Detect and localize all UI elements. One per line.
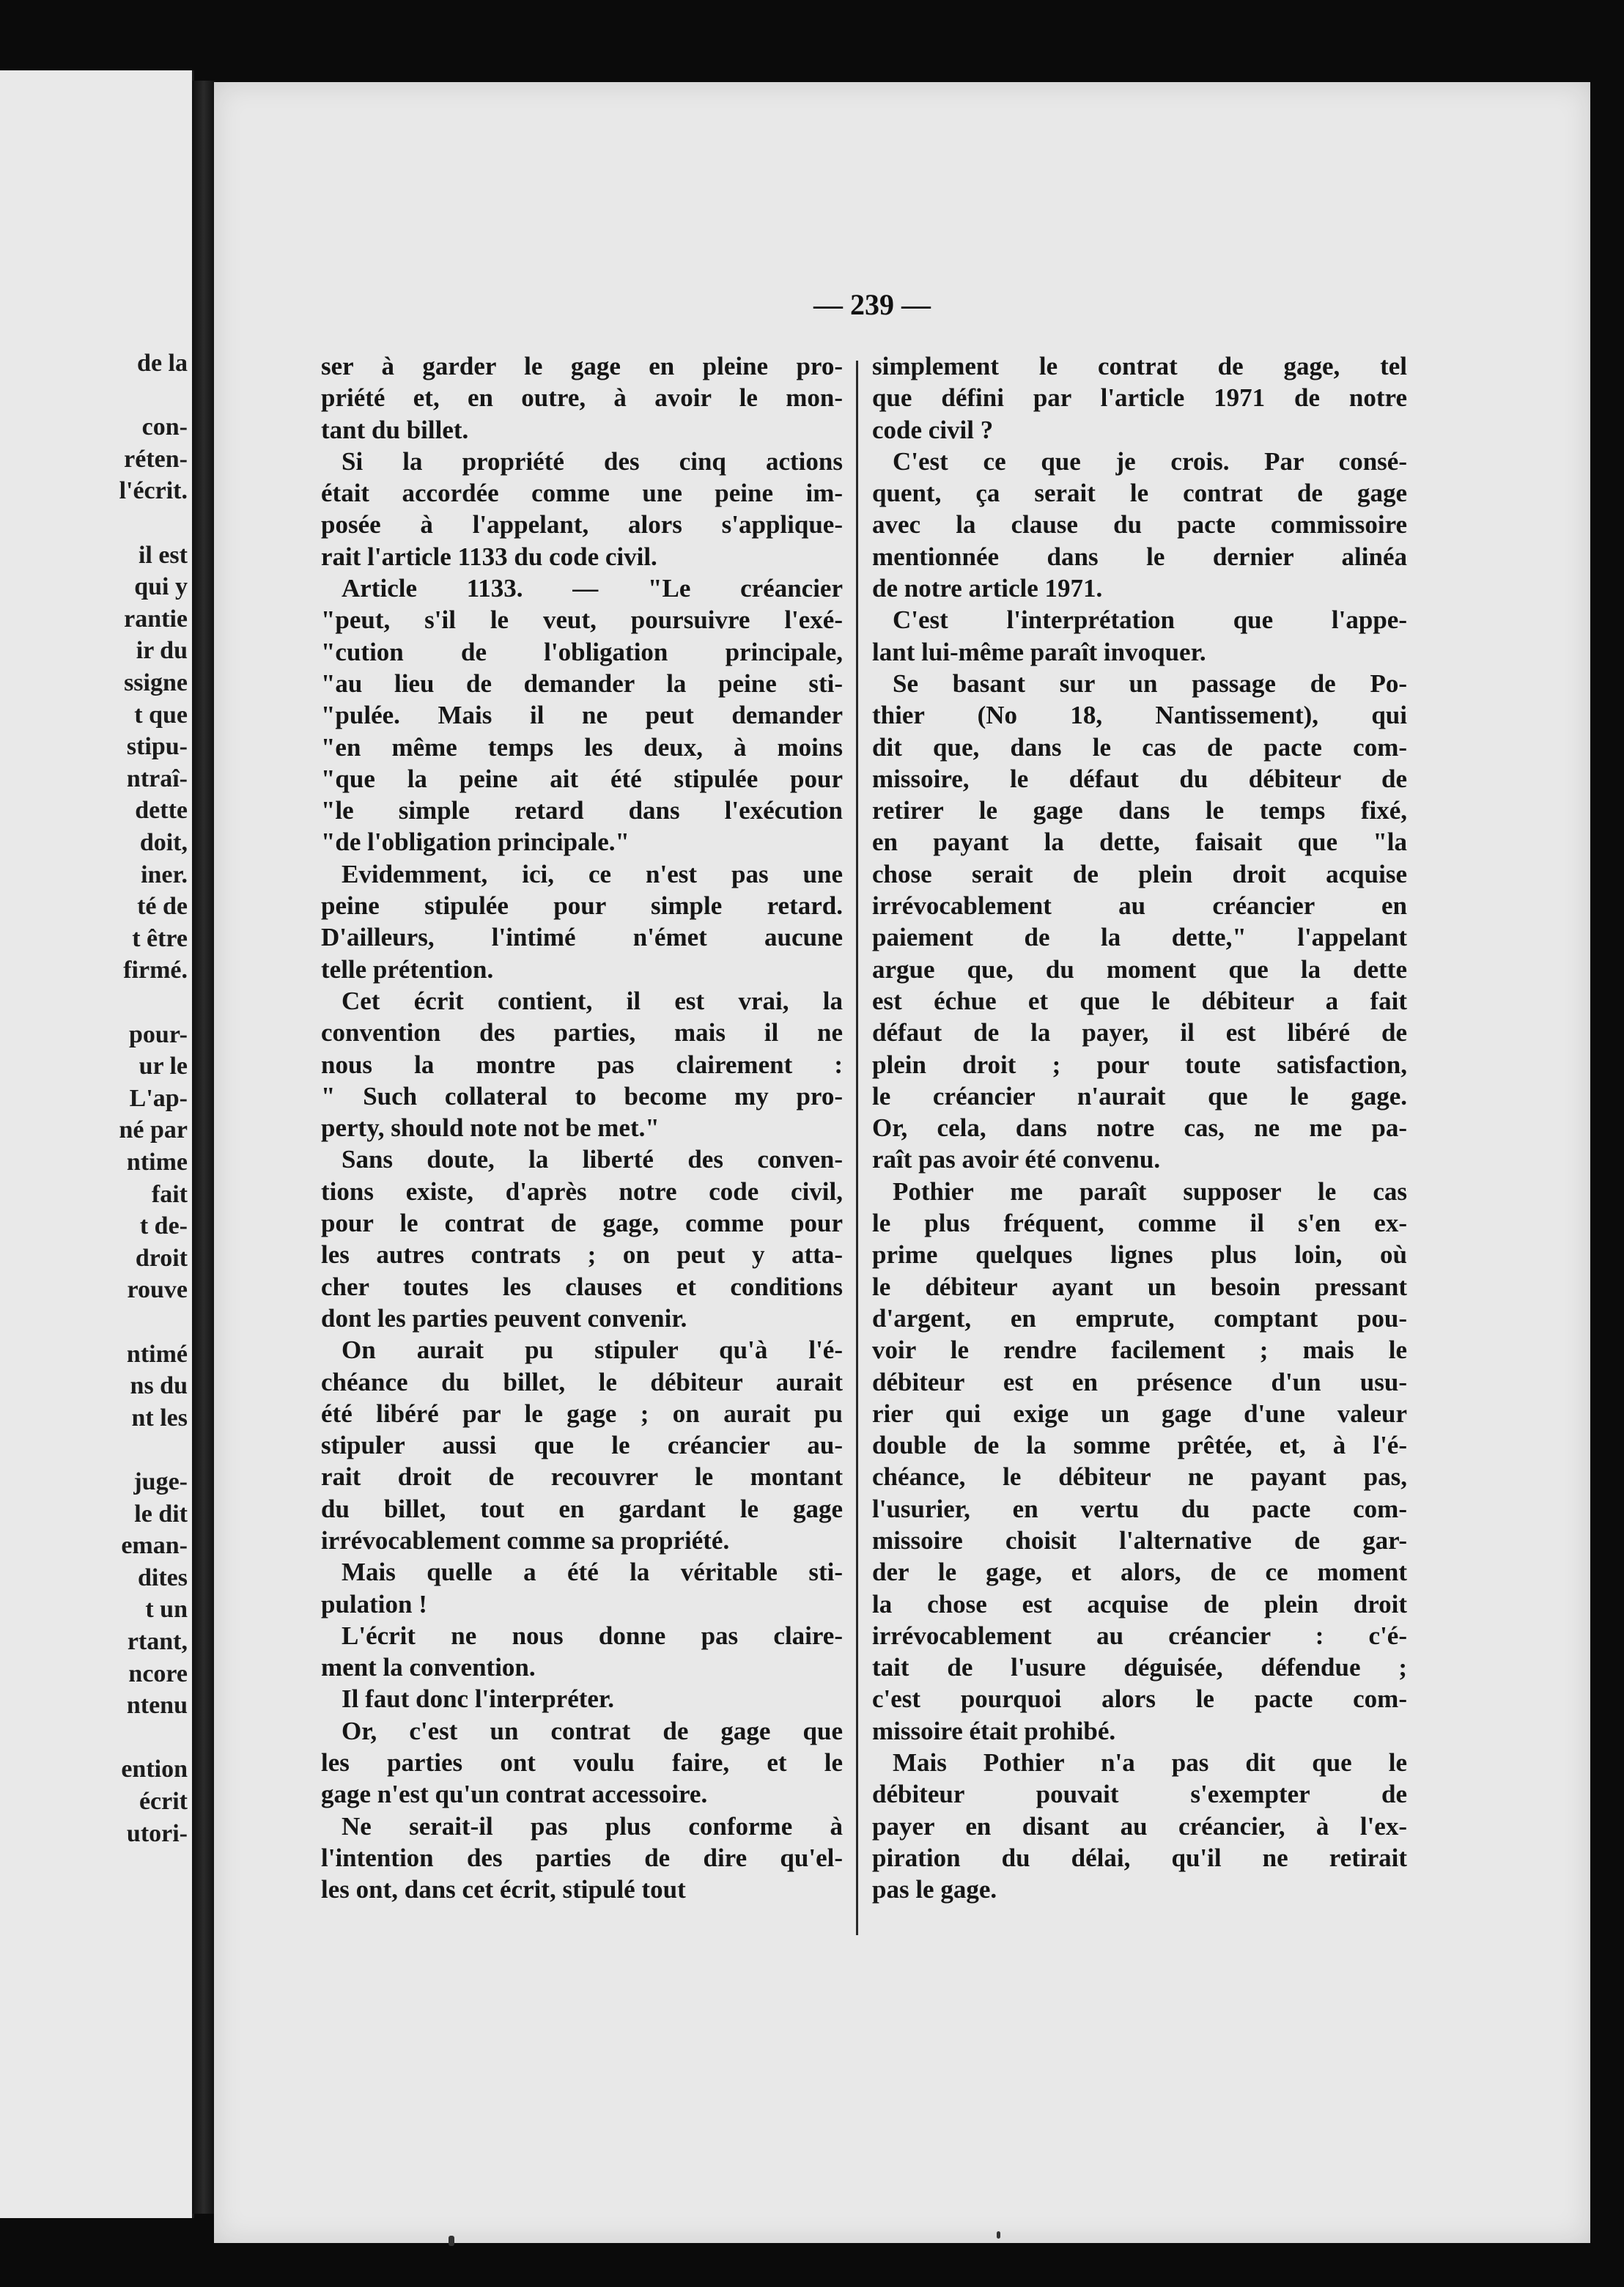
text-line: C'est l'interprétation que l'appe- bbox=[893, 605, 1407, 635]
prev-page-fragment: juge- bbox=[133, 1468, 188, 1495]
prev-page-fragment: né par bbox=[119, 1116, 188, 1144]
text-line: Il faut donc l'interpréter. bbox=[342, 1684, 614, 1714]
text-line: Mais quelle a été la véritable sti- bbox=[342, 1558, 843, 1587]
prev-page-fragment: nt les bbox=[131, 1404, 188, 1432]
text-line: dont les parties peuvent convenir. bbox=[321, 1303, 687, 1333]
prev-page-fragment: écrit bbox=[139, 1788, 188, 1815]
text-line: rier qui exige un gage d'une valeur bbox=[872, 1399, 1407, 1428]
prev-page-fragment: réten- bbox=[124, 445, 188, 473]
text-line: "de l'obligation principale." bbox=[321, 828, 630, 857]
text-line: Evidemment, ici, ce n'est pas une bbox=[342, 859, 843, 888]
text-line: nous la montre pas clairement : bbox=[321, 1050, 843, 1079]
text-line: Cet écrit contient, il est vrai, la bbox=[342, 986, 843, 1015]
text-line: stipuler aussi que le créancier au- bbox=[321, 1431, 843, 1460]
prev-page-fragment: rouve bbox=[127, 1276, 188, 1304]
text-line: L'écrit ne nous donne pas claire- bbox=[342, 1621, 843, 1650]
text-line: chéance du billet, le débiteur aurait bbox=[321, 1367, 843, 1396]
text-line: double de la somme prêtée, et, à l'é- bbox=[872, 1431, 1407, 1460]
prev-page-fragment: rtant, bbox=[127, 1628, 188, 1655]
prev-page-fragment: ir du bbox=[136, 637, 188, 665]
text-line: On aurait pu stipuler qu'à l'é- bbox=[342, 1336, 843, 1365]
text-line: plein droit ; pour toute satisfaction, bbox=[872, 1050, 1407, 1079]
left-column bbox=[321, 350, 843, 1906]
right-column bbox=[872, 350, 1407, 1906]
text-line: Or, c'est un contrat de gage que bbox=[342, 1716, 843, 1745]
text-line: telle prétention. bbox=[321, 954, 494, 984]
text-line: débiteur est en présence d'un usu- bbox=[872, 1367, 1407, 1396]
text-line: les autres contrats ; on peut y atta- bbox=[321, 1240, 843, 1270]
text-line: "en même temps les deux, à moins bbox=[321, 732, 843, 762]
prev-page-fragment: qui y bbox=[134, 573, 188, 601]
page-number: — 239 — bbox=[813, 288, 931, 321]
text-line: pulation ! bbox=[321, 1589, 427, 1618]
prev-page-fragment: ncore bbox=[128, 1660, 188, 1687]
text-line: missoire, le défaut du débiteur de bbox=[872, 764, 1407, 793]
text-line: lant lui-même paraît invoquer. bbox=[872, 637, 1206, 666]
prev-page-fragment: ns du bbox=[130, 1372, 188, 1400]
prev-page-fragment: il est bbox=[138, 541, 188, 569]
prev-page-fragment: con- bbox=[141, 413, 188, 441]
prev-page-fragment: t que bbox=[134, 701, 188, 729]
text-line: pour le contrat de gage, comme pour bbox=[321, 1209, 843, 1238]
prev-page-fragment: dites bbox=[138, 1564, 188, 1591]
text-line: les ont, dans cet écrit, stipulé tout bbox=[321, 1875, 686, 1904]
text-line: Pothier me paraît supposer le cas bbox=[893, 1176, 1407, 1206]
text-line: de notre article 1971. bbox=[872, 574, 1103, 603]
text-line: tions existe, d'après notre code civil, bbox=[321, 1176, 843, 1206]
text-line: ment la convention. bbox=[321, 1653, 536, 1682]
text-line: chose serait de plein droit acquise bbox=[872, 859, 1407, 888]
text-line: C'est ce que je crois. Par consé- bbox=[893, 446, 1407, 476]
prev-page-fragment: de la bbox=[137, 350, 188, 377]
prev-page-fragment: t de- bbox=[139, 1212, 188, 1240]
text-line: le créancier n'aurait que le gage. bbox=[872, 1081, 1407, 1111]
text-line: le débiteur ayant un besoin pressant bbox=[872, 1272, 1407, 1301]
prev-page-fragment: doit, bbox=[139, 829, 188, 856]
scan-speck bbox=[997, 2231, 1000, 2239]
text-line: argue que, du moment que la dette bbox=[872, 954, 1407, 984]
prev-page-fragment: ntenu bbox=[126, 1692, 188, 1720]
text-line: "pulée. Mais il ne peut demander bbox=[321, 701, 843, 730]
text-line: paiement de la dette," l'appelant bbox=[872, 923, 1407, 952]
prev-page-fragment: t un bbox=[145, 1596, 188, 1624]
prev-page-fragment: stipu- bbox=[126, 733, 188, 761]
prev-page-fragment: droit bbox=[135, 1244, 188, 1272]
text-line: les parties ont voulu faire, et le bbox=[321, 1748, 843, 1778]
prev-page-fragment: ention bbox=[121, 1756, 188, 1783]
text-line: perty, should note not be met." bbox=[321, 1113, 660, 1143]
text-line: rait l'article 1133 du code civil. bbox=[321, 542, 657, 571]
text-line: "cution de l'obligation principale, bbox=[321, 637, 843, 666]
text-line: quent, ça serait le contrat de gage bbox=[872, 479, 1407, 508]
text-line: été libéré par le gage ; on aurait pu bbox=[321, 1399, 843, 1428]
prev-page-fragment: t être bbox=[132, 924, 188, 952]
text-line: raît pas avoir été convenu. bbox=[872, 1145, 1161, 1174]
text-line: missoire choisit l'alternative de gar- bbox=[872, 1525, 1407, 1555]
prev-page-fragment: iner. bbox=[141, 861, 188, 888]
text-line: Ne serait-il pas plus conforme à bbox=[342, 1811, 843, 1841]
page-gutter bbox=[192, 81, 215, 2214]
prev-page-fragment: ntraî- bbox=[126, 765, 188, 792]
text-line: était accordée comme une peine im- bbox=[321, 479, 843, 508]
prev-page-fragment: fait bbox=[151, 1180, 188, 1208]
column-divider bbox=[856, 361, 858, 1935]
text-line: l'usurier, en vertu du pacte com- bbox=[872, 1494, 1407, 1523]
prev-page-fragment: eman- bbox=[121, 1532, 188, 1560]
text-line: mentionnée dans le dernier alinéa bbox=[872, 542, 1407, 571]
text-line: D'ailleurs, l'intimé n'émet aucune bbox=[321, 923, 843, 952]
text-line: "que la peine ait été stipulée pour bbox=[321, 764, 843, 793]
text-line: est échue et que le débiteur a fait bbox=[872, 986, 1407, 1015]
previous-page-edge bbox=[0, 70, 194, 2218]
text-line: débiteur pouvait s'exempter de bbox=[872, 1780, 1407, 1809]
text-line: payer en disant au créancier, à l'ex- bbox=[872, 1811, 1407, 1841]
text-line: simplement le contrat de gage, tel bbox=[872, 352, 1407, 380]
text-line: Sans doute, la liberté des conven- bbox=[342, 1145, 843, 1174]
text-line: irrévocablement au créancier en bbox=[872, 891, 1407, 921]
text-line: chéance, le débiteur ne payant pas, bbox=[872, 1462, 1407, 1492]
prev-page-fragment: ntime bbox=[126, 1149, 188, 1176]
text-line: dit que, dans le cas de pacte com- bbox=[872, 732, 1407, 762]
text-line: cher toutes les clauses et conditions bbox=[321, 1272, 843, 1301]
text-line: piration du délai, qu'il ne retirait bbox=[872, 1843, 1407, 1872]
text-line: du billet, tout en gardant le gage bbox=[321, 1494, 843, 1523]
prev-page-fragment: dette bbox=[135, 797, 188, 825]
text-line: gage n'est qu'un contrat accessoire. bbox=[321, 1780, 708, 1809]
text-line: irrévocablement au créancier : c'é- bbox=[872, 1621, 1407, 1650]
text-line: der le gage, et alors, de ce moment bbox=[872, 1558, 1407, 1587]
text-line: Article 1133. — "Le créancier bbox=[342, 574, 843, 603]
text-line: peine stipulée pour simple retard. bbox=[321, 891, 843, 921]
prev-page-fragment: firmé. bbox=[123, 957, 188, 984]
text-line: irrévocablement comme sa propriété. bbox=[321, 1525, 730, 1555]
prev-page-fragment: ur le bbox=[139, 1053, 188, 1080]
text-line: pas le gage. bbox=[872, 1875, 997, 1904]
text-line: thier (No 18, Nantissement), qui bbox=[872, 701, 1407, 730]
prev-page-fragment: le dit bbox=[134, 1500, 188, 1528]
text-line: Se basant sur un passage de Po- bbox=[893, 669, 1407, 698]
text-line: Si la propriété des cinq actions bbox=[342, 446, 843, 476]
text-line: convention des parties, mais il ne bbox=[321, 1018, 843, 1047]
text-line: "peut, s'il le veut, poursuivre l'exé- bbox=[321, 605, 843, 635]
text-line: Mais Pothier n'a pas dit que le bbox=[893, 1748, 1407, 1778]
prev-page-fragment: ssigne bbox=[124, 669, 188, 696]
text-line: "le simple retard dans l'exécution bbox=[321, 796, 843, 825]
text-line: c'est pourquoi alors le pacte com- bbox=[872, 1684, 1407, 1714]
text-line: posée à l'appelant, alors s'applique- bbox=[321, 510, 843, 539]
prev-page-fragment: té de bbox=[137, 893, 188, 921]
text-line: "au lieu de demander la peine sti- bbox=[321, 669, 843, 698]
text-line: en payant la dette, faisait que "la bbox=[872, 828, 1407, 857]
text-line: l'intention des parties de dire qu'el- bbox=[321, 1843, 843, 1872]
prev-page-fragment: L'ap- bbox=[129, 1084, 188, 1112]
text-line: le plus fréquent, comme il s'en ex- bbox=[872, 1209, 1407, 1238]
text-line: missoire était prohibé. bbox=[872, 1716, 1116, 1745]
text-line: défaut de la payer, il est libéré de bbox=[872, 1018, 1407, 1047]
text-line: que défini par l'article 1971 de notre bbox=[872, 383, 1407, 413]
text-line: tait de l'usure déguisée, défendue ; bbox=[872, 1653, 1407, 1682]
text-line: la chose est acquise de plein droit bbox=[872, 1589, 1407, 1618]
text-line: retirer le gage dans le temps fixé, bbox=[872, 796, 1407, 825]
text-line: voir le rendre facilement ; mais le bbox=[872, 1336, 1407, 1365]
text-line: d'argent, en emprute, comptant pou- bbox=[872, 1303, 1407, 1333]
prev-page-fragment: rantie bbox=[124, 605, 188, 633]
text-line: ser à garder le gage en pleine pro- bbox=[321, 352, 843, 380]
text-line: Or, cela, dans notre cas, ne me pa- bbox=[872, 1113, 1407, 1143]
text-line: priété et, en outre, à avoir le mon- bbox=[321, 383, 843, 413]
prev-page-fragment: l'écrit. bbox=[119, 477, 188, 505]
prev-page-fragment: utori- bbox=[126, 1819, 188, 1847]
text-line: " Such collateral to become my pro- bbox=[321, 1081, 843, 1111]
text-line: avec la clause du pacte commissoire bbox=[872, 510, 1407, 539]
prev-page-fragment: pour- bbox=[129, 1020, 188, 1048]
text-line: tant du billet. bbox=[321, 415, 469, 444]
text-line: prime quelques lignes plus loin, où bbox=[872, 1240, 1407, 1270]
prev-page-fragment: ntimé bbox=[126, 1340, 188, 1368]
text-line: rait droit de recouvrer le montant bbox=[321, 1462, 843, 1492]
scan-speck bbox=[449, 2236, 454, 2246]
text-line: code civil ? bbox=[872, 415, 994, 444]
